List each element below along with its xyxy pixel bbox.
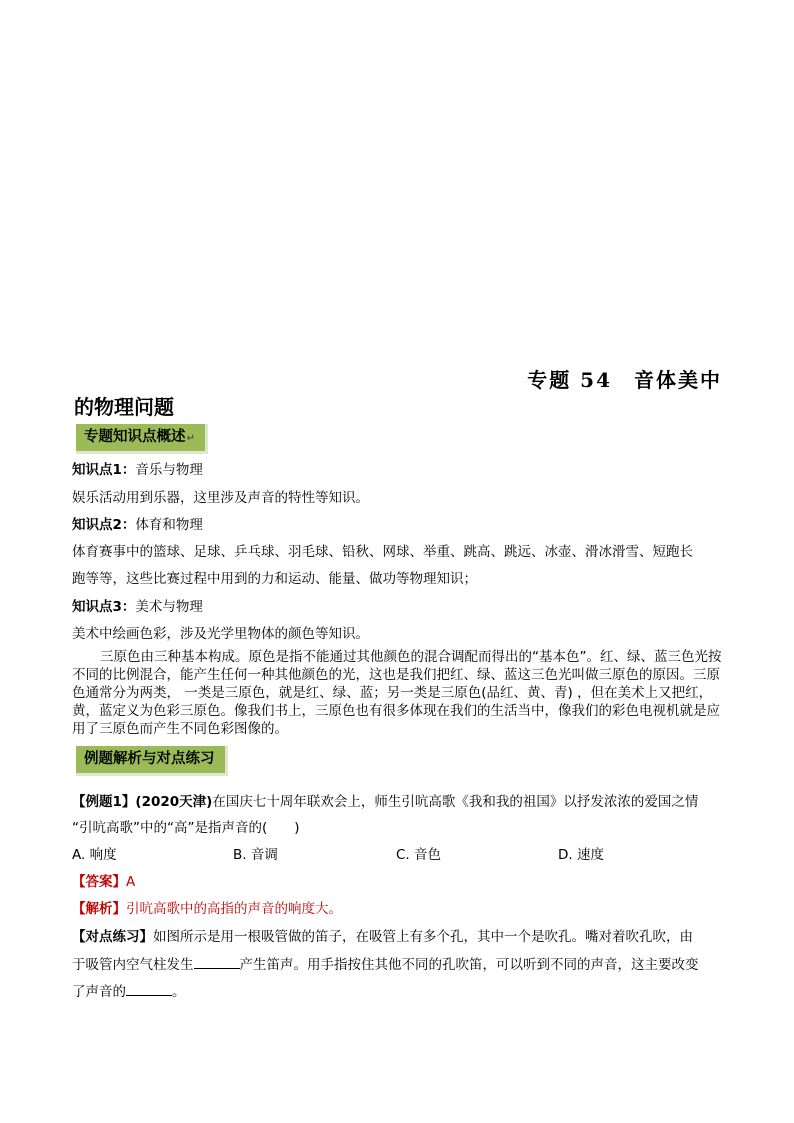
practice-text-3b: 。 [172, 984, 186, 1000]
option-b: B. 音调 [233, 847, 278, 863]
kp2-label: 知识点2： [72, 517, 136, 533]
practice-text-2b: 产生笛声。用手指按住其他不同的孔吹笛，可以听到不同的声音，这主要改变 [239, 957, 699, 973]
paragraph-text: 三原色由三种基本构成。原色是指不能通过其他颜色的混合调配而得出的“基本色”。红、绿、蓝三色光按不同的比例混合，能产生任何一种其他颜色的光，这也是我们把红、绿、蓝这三色光叫做三原色的原因。三原色通常分为两类， 一类是三原色，就是红、绿、蓝；另一类是三原色(品红、黄、青) ，但在美术上又把红，黄，蓝定义为色彩三原色。像我们书上，三原色也有很多体现在我们的生活当中，像我们的彩色电视机就是应用了三原色而产生不同色彩图像的。 [72, 649, 722, 737]
example-label: 【例题1】 [72, 794, 136, 810]
kp1-topic: 音乐与物理 [135, 462, 203, 478]
practice-label: 【对点练习】 [72, 929, 153, 945]
kp1-body: 娱乐活动用到乐器，这里涉及声音的特性等知识。 [72, 490, 369, 506]
section-banner-label: 例题解析与对点练习 [84, 751, 215, 767]
kp3-topic: 美术与物理 [135, 599, 203, 615]
kp2-body-line1: 体育赛事中的篮球、足球、乒乓球、羽毛球、铅秋、网球、举重、跳高、跳远、冰壶、滑冰滑雪、短跑长 [72, 544, 693, 560]
option-a: A. 响度 [72, 847, 117, 863]
section-banner-examples [76, 746, 228, 776]
analysis-text: 引吭高歌中的高指的声音的响度大。 [126, 901, 342, 917]
practice-line2 [72, 953, 699, 973]
practice-line3 [72, 980, 186, 1000]
practice-text-3a: 了声音的 [72, 984, 126, 1000]
section-banner-label: 专题知识点概述 [84, 429, 186, 445]
answer-blank-2[interactable] [126, 983, 172, 996]
option-d: D. 速度 [558, 847, 604, 863]
page-title-part2: 的物理问题 [74, 395, 174, 419]
option-c: C. 音色 [396, 847, 442, 863]
kp1-label: 知识点1： [72, 462, 136, 478]
analysis-label: 【解析】 [72, 901, 126, 917]
example-stem-line2: “引吭高歌”中的“高”是指声音的( ) [72, 820, 300, 836]
kp2-topic: 体育和物理 [135, 517, 203, 533]
primary-colors-paragraph [72, 648, 724, 738]
example-source: (2020天津) [135, 794, 213, 810]
example-stem-line1: 在国庆七十周年联欢会上，师生引吭高歌《我和我的祖国》以抒发浓浓的爱国之情 [212, 794, 699, 810]
paragraph-mark-icon: ↵ [186, 433, 195, 444]
kp3-label: 知识点3： [72, 599, 136, 615]
knowledge-point-2-heading [72, 513, 203, 533]
answer [72, 870, 135, 890]
kp2-body-line2: 跑等等，这些比赛过程中用到的力和运动、能量、做功等物理知识； [72, 571, 477, 587]
knowledge-point-1-heading [72, 458, 203, 478]
analysis [72, 897, 342, 917]
example-1-stem [72, 790, 698, 810]
kp3-body: 美术中绘画色彩，涉及光学里物体的颜色等知识。 [72, 626, 369, 642]
knowledge-point-3-heading [72, 595, 203, 615]
page-title-part1: 专题 54 音体美中 [527, 368, 722, 392]
practice-text-2a: 于吸管内空气柱发生 [72, 957, 194, 973]
answer-label: 【答案】 [72, 874, 126, 890]
practice-text-1: 如图所示是用一根吸管做的笛子，在吸管上有多个孔，其中一个是吹孔。嘴对着吹孔吹，由 [153, 929, 693, 945]
answer-blank-1[interactable] [194, 956, 240, 969]
section-banner-overview [76, 424, 208, 454]
practice-line1 [72, 925, 693, 945]
answer-value: A [126, 874, 136, 890]
